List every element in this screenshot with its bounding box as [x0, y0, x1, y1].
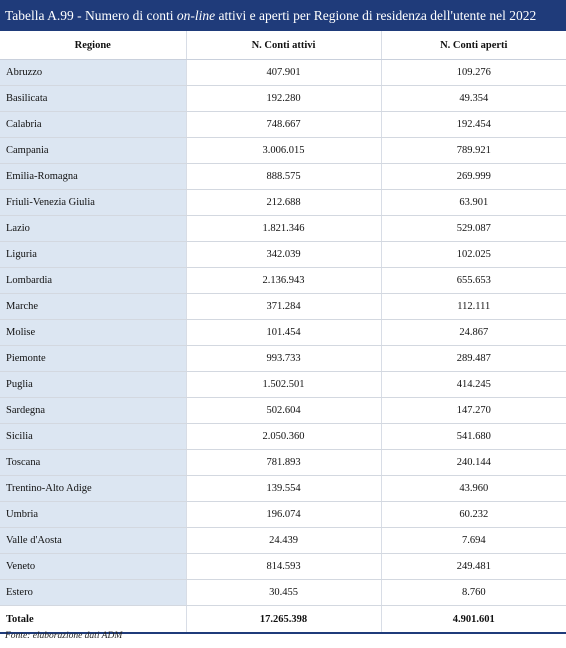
- table-row: [0, 242, 566, 268]
- title-italic: on-line: [176, 8, 216, 23]
- attivi-cell: 1.821.346: [186, 216, 381, 242]
- table-row: [0, 346, 566, 372]
- table-row: [0, 476, 566, 502]
- attivi-cell: 888.575: [186, 164, 381, 190]
- region-cell: Sicilia: [0, 424, 186, 450]
- region-cell: Totale: [0, 606, 186, 634]
- aperti-cell: 789.921: [381, 138, 566, 164]
- aperti-cell: 414.245: [381, 372, 566, 398]
- table-row: [0, 86, 566, 112]
- attivi-cell: 17.265.398: [186, 606, 381, 634]
- attivi-cell: 212.688: [186, 190, 381, 216]
- attivi-cell: 371.284: [186, 294, 381, 320]
- region-cell: Friuli-Venezia Giulia: [0, 190, 186, 216]
- attivi-cell: 502.604: [186, 398, 381, 424]
- region-cell: Abruzzo: [0, 60, 186, 86]
- aperti-cell: 63.901: [381, 190, 566, 216]
- aperti-cell: 147.270: [381, 398, 566, 424]
- aperti-cell: 249.481: [381, 554, 566, 580]
- title-prefix: Tabella A.99 - Numero di conti: [5, 8, 177, 23]
- aperti-cell: 289.487: [381, 346, 566, 372]
- header-row: [0, 31, 566, 60]
- table-row: [0, 112, 566, 138]
- attivi-cell: 192.280: [186, 86, 381, 112]
- data-table: [0, 31, 566, 634]
- region-cell: Sardegna: [0, 398, 186, 424]
- attivi-cell: 2.050.360: [186, 424, 381, 450]
- attivi-cell: 407.901: [186, 60, 381, 86]
- header-conti-attivi: N. Conti attivi: [186, 31, 381, 60]
- table-title: [0, 0, 566, 31]
- table-row: [0, 216, 566, 242]
- table-row: [0, 502, 566, 528]
- attivi-cell: 993.733: [186, 346, 381, 372]
- aperti-cell: 7.694: [381, 528, 566, 554]
- attivi-cell: 24.439: [186, 528, 381, 554]
- region-cell: Veneto: [0, 554, 186, 580]
- attivi-cell: 342.039: [186, 242, 381, 268]
- region-cell: Molise: [0, 320, 186, 346]
- region-cell: Basilicata: [0, 86, 186, 112]
- aperti-cell: 49.354: [381, 86, 566, 112]
- attivi-cell: 1.502.501: [186, 372, 381, 398]
- aperti-cell: 60.232: [381, 502, 566, 528]
- attivi-cell: 781.893: [186, 450, 381, 476]
- aperti-cell: 24.867: [381, 320, 566, 346]
- attivi-cell: 139.554: [186, 476, 381, 502]
- attivi-cell: 748.667: [186, 112, 381, 138]
- table-row: [0, 554, 566, 580]
- table-row: [0, 164, 566, 190]
- total-row: [0, 606, 566, 634]
- region-cell: Estero: [0, 580, 186, 606]
- header-regione: Regione: [0, 31, 186, 60]
- header-conti-aperti: N. Conti aperti: [381, 31, 566, 60]
- title-suffix: attivi e aperti per Regione di residenza dell'utente nel 2022: [215, 8, 537, 23]
- attivi-cell: 30.455: [186, 580, 381, 606]
- table-row: [0, 580, 566, 606]
- aperti-cell: 541.680: [381, 424, 566, 450]
- region-cell: Umbria: [0, 502, 186, 528]
- table-row: [0, 424, 566, 450]
- aperti-cell: 192.454: [381, 112, 566, 138]
- aperti-cell: 655.653: [381, 268, 566, 294]
- region-cell: Marche: [0, 294, 186, 320]
- table-row: [0, 398, 566, 424]
- attivi-cell: 3.006.015: [186, 138, 381, 164]
- attivi-cell: 101.454: [186, 320, 381, 346]
- region-cell: Liguria: [0, 242, 186, 268]
- table-row: [0, 450, 566, 476]
- region-cell: Trentino-Alto Adige: [0, 476, 186, 502]
- attivi-cell: 814.593: [186, 554, 381, 580]
- region-cell: Lombardia: [0, 268, 186, 294]
- aperti-cell: 102.025: [381, 242, 566, 268]
- region-cell: Lazio: [0, 216, 186, 242]
- aperti-cell: 529.087: [381, 216, 566, 242]
- aperti-cell: 109.276: [381, 60, 566, 86]
- table-row: [0, 294, 566, 320]
- attivi-cell: 196.074: [186, 502, 381, 528]
- region-cell: Valle d'Aosta: [0, 528, 186, 554]
- table-row: [0, 138, 566, 164]
- table-row: [0, 60, 566, 86]
- region-cell: Emilia-Romagna: [0, 164, 186, 190]
- aperti-cell: 4.901.601: [381, 606, 566, 634]
- aperti-cell: 269.999: [381, 164, 566, 190]
- aperti-cell: 112.111: [381, 294, 566, 320]
- table-row: [0, 528, 566, 554]
- region-cell: Calabria: [0, 112, 186, 138]
- source-note: Fonte: elaborazione dati ADM: [5, 631, 123, 641]
- table-row: [0, 372, 566, 398]
- table-body: [0, 60, 566, 634]
- aperti-cell: 43.960: [381, 476, 566, 502]
- attivi-cell: 2.136.943: [186, 268, 381, 294]
- table-row: [0, 320, 566, 346]
- table-row: [0, 190, 566, 216]
- region-cell: Campania: [0, 138, 186, 164]
- aperti-cell: 8.760: [381, 580, 566, 606]
- region-cell: Toscana: [0, 450, 186, 476]
- table-row: [0, 268, 566, 294]
- region-cell: Puglia: [0, 372, 186, 398]
- aperti-cell: 240.144: [381, 450, 566, 476]
- region-cell: Piemonte: [0, 346, 186, 372]
